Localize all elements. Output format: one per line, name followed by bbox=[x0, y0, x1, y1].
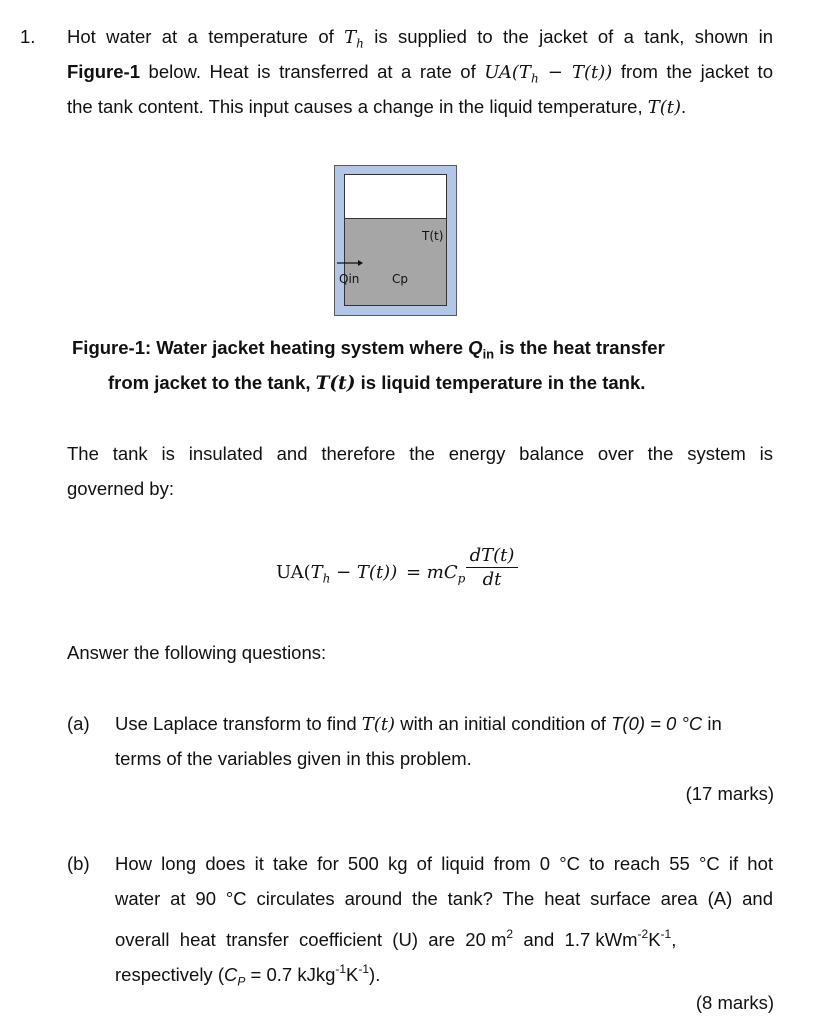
intro-line-1: Hot water at a temperature of $T_h$ is supplied to the jacket of a tank, shown in bbox=[67, 26, 773, 51]
balance-line-2: governed by: bbox=[67, 478, 174, 499]
answer-prompt: Answer the following questions: bbox=[67, 642, 327, 663]
part-b-line-4: respectively ($C_P = 0.7$ $kJkg^{-1}K^{-1}$). bbox=[115, 962, 381, 989]
part-b-label: (b) bbox=[67, 853, 90, 874]
figure-caption-line-2: from jacket to the tank, T(t) is liquid temperature in the tank. bbox=[108, 372, 646, 394]
part-a-marks: (17 marks) bbox=[685, 783, 774, 804]
equation-fraction: $\frac{dT(t)}{dt}$ bbox=[466, 545, 518, 592]
part-b-line-2: water at 90 °C circulates around the tank? The heat surface area (A) and bbox=[115, 888, 773, 909]
equation-rhs-coeff: = $mC_p$ bbox=[406, 562, 466, 586]
part-a-label: (a) bbox=[67, 713, 90, 734]
part-a-line-2: terms of the variables given in this problem. bbox=[115, 748, 472, 769]
balance-line-1: The tank is insulated and therefore the energy balance over the system is bbox=[67, 443, 773, 464]
part-b-line-3: overall heat transfer coefficient (U) are 20 $m^2$ and 1.7 $kWm^{-2}K^{-1}$, bbox=[115, 927, 677, 950]
part-b-marks: (8 marks) bbox=[695, 992, 774, 1013]
figure-caption-line-1: Figure-1: Water jacket heating system where $Q_{in}$ is the heat transfer bbox=[72, 337, 665, 362]
part-a-line-1: Use Laplace transform to find T(t) with an initial condition of T(0) = 0 °C in bbox=[115, 713, 722, 735]
figure-label-qin: Qin bbox=[339, 272, 360, 286]
equation-lhs: $UA(T_h - T(t))$ bbox=[276, 562, 398, 586]
figure-label-cp: Cp bbox=[392, 272, 408, 286]
figure-label-temperature: T(t) bbox=[422, 229, 444, 243]
intro-line-3: the tank content. This input causes a change in the liquid temperature, T(t). bbox=[67, 96, 687, 118]
intro-line-2: Figure-1 below. Heat is transferred at a rate of $UA(T_h - T(t))$ from the jacket to bbox=[67, 61, 773, 86]
question-number: 1. bbox=[20, 26, 36, 47]
qin-arrow-icon bbox=[336, 259, 364, 267]
part-b-line-1: How long does it take for 500 kg of liquid from 0 °C to reach 55 °C if hot bbox=[115, 853, 773, 874]
